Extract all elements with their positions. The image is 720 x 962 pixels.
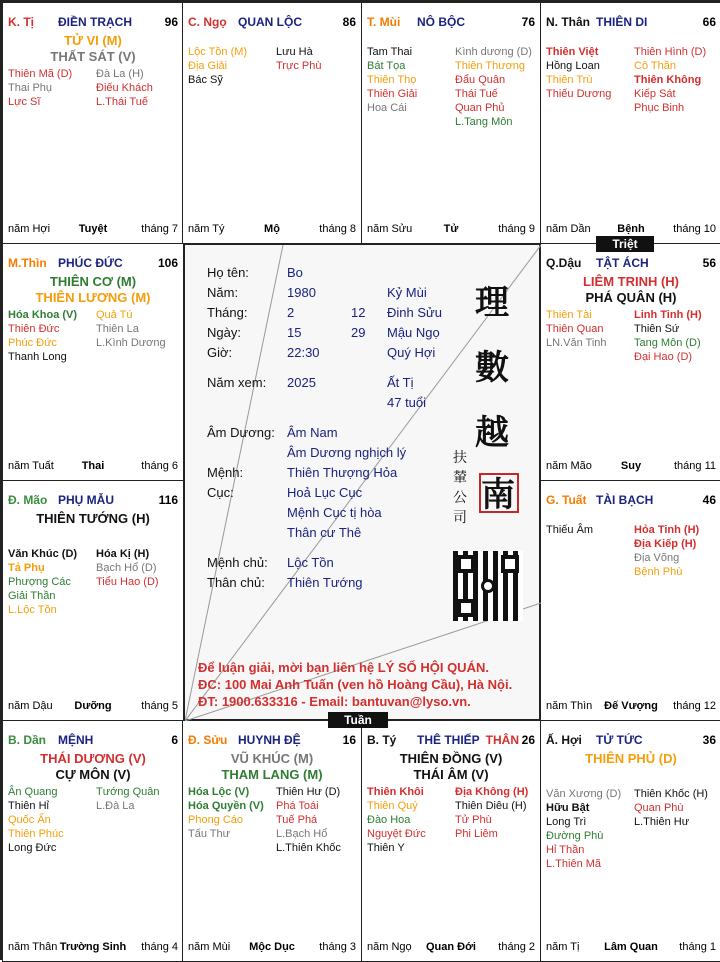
- star-item: Bát Tọa: [367, 60, 406, 72]
- star-item: Hỉ Thần: [546, 844, 585, 856]
- star-item: Thiên Giải: [367, 88, 418, 100]
- star-item: Cô Thần: [634, 60, 676, 72]
- palace-age: 46: [702, 493, 716, 507]
- life-stage: Suy: [620, 460, 642, 472]
- info-canchi: Đinh Sửu: [387, 305, 442, 320]
- branch-label: Đ. Mão: [8, 493, 48, 507]
- star-item: Tam Thai: [367, 46, 413, 58]
- star-item: Kình dương (D): [455, 46, 532, 58]
- palace-footer: [546, 941, 716, 955]
- palace-name: THÊ THIẾP: [417, 733, 480, 747]
- star-item: Bác Sỹ: [188, 74, 223, 86]
- palace-name: MỆNH: [58, 733, 94, 747]
- branch-label: C. Ngọ: [188, 15, 227, 29]
- star-item: Hóa Khoa (V): [8, 309, 78, 321]
- star-item: L.Lộc Tồn: [8, 604, 57, 616]
- star-item: Hỏa Tinh (H): [634, 524, 700, 536]
- info-lunar-value: 29: [351, 325, 366, 340]
- month-label: tháng 3: [319, 941, 356, 953]
- star-item: Tiểu Hao (D): [96, 576, 159, 588]
- life-stage: Bệnh: [617, 223, 645, 235]
- major-star: THÁI ÂM (V): [413, 767, 489, 782]
- year-label: năm Mùi: [188, 941, 231, 953]
- palace-footer: [8, 223, 178, 237]
- star-item: Đà La (H): [96, 68, 144, 80]
- year-label: năm Sửu: [367, 223, 413, 235]
- major-star: LIÊM TRINH (H): [582, 274, 680, 289]
- life-stage: Lâm Quan: [604, 941, 658, 953]
- than-marker: THÂN: [485, 733, 519, 747]
- calligraphy-char: 理: [475, 283, 509, 323]
- palace-header: [546, 256, 716, 272]
- year-label: năm Dậu: [8, 700, 53, 712]
- star-item: Đại Hao (D): [634, 351, 693, 363]
- info-label: Cục:: [207, 485, 234, 500]
- branch-label: B. Dần: [8, 733, 47, 747]
- month-label: tháng 1: [679, 941, 716, 953]
- star-item: Thiên Tài: [546, 309, 592, 321]
- month-label: tháng 9: [498, 223, 535, 235]
- star-item: L.Thái Tuế: [96, 96, 148, 108]
- palace-ngo: [182, 2, 362, 244]
- major-star: THIÊN LƯƠNG (M): [35, 290, 151, 305]
- info-label: Âm Dương:: [207, 425, 275, 440]
- life-stage: Quan Đới: [426, 941, 476, 953]
- info-label: Giờ:: [207, 345, 233, 360]
- star-item: Tấu Thư: [188, 828, 231, 840]
- minor-stars-left: [188, 45, 247, 87]
- palace-tuat: [540, 480, 720, 721]
- star-item: Tử Phù: [455, 814, 492, 826]
- palace-suu: [182, 720, 362, 962]
- life-stage: Tuyệt: [78, 223, 108, 235]
- palace-footer: [367, 941, 535, 955]
- major-stars: [183, 751, 361, 783]
- palace-name: TẬT ÁCH: [596, 256, 649, 270]
- month-label: tháng 7: [141, 223, 178, 235]
- info-value: Thân cư Thê: [287, 525, 362, 540]
- info-label: Tháng:: [207, 305, 248, 320]
- star-item: Thiên La: [96, 323, 139, 335]
- info-value: Mệnh Cục tị hòa: [287, 505, 382, 520]
- major-stars: [541, 751, 720, 767]
- info-label: Mệnh chủ:: [207, 555, 268, 570]
- star-item: L.Đà La: [96, 800, 135, 812]
- star-item: Thai Phụ: [8, 82, 53, 94]
- star-item: Phượng Các: [8, 576, 71, 588]
- star-item: Thiên Việt: [546, 46, 599, 58]
- palace-name: PHỤ MẪU: [58, 493, 114, 507]
- contact-line: ĐC: 100 Mai Anh Tuấn (ven hồ Hoàng Cầu), Hà Nội.: [198, 677, 513, 692]
- branch-label: Ấ. Hợi: [546, 733, 582, 747]
- palace-footer: [546, 223, 716, 237]
- info-canchi: Kỷ Mùi: [387, 285, 427, 300]
- star-item: Hoa Cái: [367, 102, 407, 114]
- palace-age: 26: [521, 733, 535, 747]
- palace-header: [367, 15, 535, 31]
- info-value: 22:30: [287, 345, 320, 360]
- star-item: Tuế Phá: [276, 814, 318, 826]
- star-item: Nguyệt Đức: [367, 828, 426, 840]
- minor-stars-left: [546, 523, 593, 537]
- palace-ty: [2, 2, 184, 244]
- seal-char: 輦: [453, 470, 467, 486]
- month-label: tháng 12: [673, 700, 716, 712]
- month-label: tháng 11: [673, 460, 716, 472]
- major-star: VŨ KHÚC (M): [230, 751, 314, 766]
- info-value: 1980: [287, 285, 316, 300]
- palace-name: HUYNH ĐỆ: [238, 733, 301, 747]
- branch-label: M.Thìn: [8, 256, 47, 270]
- star-item: Thiên Hư (D): [276, 786, 341, 798]
- palace-age: 116: [158, 493, 178, 507]
- minor-stars-right: [276, 785, 341, 855]
- major-star: PHÁ QUÂN (H): [585, 290, 677, 305]
- star-item: Thiên Khốc (H): [634, 788, 708, 800]
- palace-header: [188, 733, 356, 749]
- month-label: tháng 8: [319, 223, 356, 235]
- life-stage: Thai: [81, 460, 105, 472]
- palace-header: [8, 733, 178, 749]
- year-label: năm Thân: [8, 941, 58, 953]
- star-item: L.Thiên Mã: [546, 858, 602, 870]
- star-item: Bạch Hổ (D): [96, 562, 157, 574]
- star-item: Linh Tinh (H): [634, 309, 702, 321]
- major-star: TỬ VI (M): [64, 33, 122, 48]
- info-value: Thiên Thượng Hỏa: [287, 465, 398, 480]
- star-item: Hữu Bật: [546, 802, 590, 814]
- star-item: Trực Phù: [276, 60, 322, 72]
- info-lunar-value: 12: [351, 305, 366, 320]
- center-info-panel: [184, 244, 540, 720]
- minor-stars-right: [455, 785, 528, 841]
- palace-age: 36: [702, 733, 716, 747]
- year-label: năm Thìn: [546, 700, 593, 712]
- palace-name: PHÚC ĐỨC: [58, 256, 123, 270]
- minor-stars-right: [96, 67, 153, 109]
- info-value: Thiên Tướng: [287, 575, 363, 590]
- year-label: năm Dần: [546, 223, 591, 235]
- major-stars: [3, 274, 183, 306]
- minor-stars-right: [96, 308, 166, 350]
- minor-stars-right: [96, 785, 160, 813]
- info-canchi: Ất Tị: [387, 375, 414, 390]
- palace-than: [540, 2, 720, 244]
- star-item: Văn Xương (D): [546, 788, 622, 800]
- minor-stars-left: [8, 785, 64, 855]
- star-item: Thiên Sứ: [634, 323, 680, 335]
- star-item: Thiên Hình (D): [634, 46, 707, 58]
- info-value: Âm Dương nghịch lý: [287, 445, 407, 460]
- palace-footer: [8, 700, 178, 714]
- tuan-marker: Tuần: [328, 712, 388, 728]
- minor-stars-left: [8, 547, 77, 617]
- star-item: Kiếp Sát: [634, 88, 676, 100]
- star-item: Quốc Ấn: [8, 814, 51, 826]
- minor-stars-right: [455, 45, 532, 129]
- info-value: Lộc Tồn: [287, 555, 334, 570]
- seal-char: 扶: [453, 450, 467, 466]
- palace-header: [546, 493, 716, 509]
- star-item: L.Thiên Khốc: [276, 842, 341, 854]
- minor-stars-left: [546, 308, 607, 350]
- info-label: Thân chủ:: [207, 575, 265, 590]
- star-item: Thiên Quan: [546, 323, 604, 335]
- palace-name: THIÊN DI: [596, 15, 648, 29]
- star-item: Thiên Không: [634, 74, 702, 86]
- month-label: tháng 6: [141, 460, 178, 472]
- info-canchi: Mậu Ngọ: [387, 325, 440, 340]
- info-value: 15: [287, 325, 302, 340]
- year-label: năm Tị: [546, 941, 580, 953]
- star-item: Đào Hoa: [367, 814, 411, 826]
- star-item: Lưu Hà: [276, 46, 313, 58]
- palace-header: [546, 733, 716, 749]
- branch-label: T. Mùi: [367, 15, 401, 29]
- major-star: THẤT SÁT (V): [50, 49, 136, 64]
- triet-marker: Triệt: [596, 236, 654, 252]
- branch-label: G. Tuất: [546, 493, 587, 507]
- year-label: năm Mão: [546, 460, 592, 472]
- info-value: 2: [287, 305, 295, 320]
- major-star: THAM LANG (M): [221, 767, 323, 782]
- palace-footer: [188, 941, 356, 955]
- major-stars: [3, 33, 183, 65]
- minor-stars-right: [634, 523, 699, 579]
- star-item: L.Kình Dương: [96, 337, 166, 349]
- month-label: tháng 10: [673, 223, 716, 235]
- major-stars: [3, 511, 183, 527]
- star-item: Phong Cáo: [188, 814, 244, 826]
- star-item: Đường Phù: [546, 830, 604, 842]
- red-seal-icon: [479, 473, 519, 513]
- palace-footer: [367, 223, 535, 237]
- life-stage: Tử: [443, 223, 459, 235]
- palace-age: 16: [342, 733, 356, 747]
- star-item: Thiên Y: [367, 842, 405, 854]
- star-item: Thiên Mã (D): [8, 68, 73, 80]
- minor-stars-right: [634, 787, 708, 829]
- star-item: Thiên Trù: [546, 74, 593, 86]
- life-stage: Trường Sinh: [59, 941, 127, 953]
- branch-label: K. Tị: [8, 15, 34, 29]
- major-star: THIÊN ĐỒNG (V): [399, 751, 503, 766]
- palace-dau: [540, 243, 720, 481]
- info-canchi: 47 tuổi: [387, 395, 427, 410]
- star-item: Thiên Thương: [455, 60, 526, 72]
- major-star: THÁI DƯƠNG (V): [40, 751, 146, 766]
- star-item: Phục Binh: [634, 102, 685, 114]
- contact-line: Để luận giải, mời bạn liên hệ LÝ SỐ HỘI QUÁN.: [198, 660, 489, 675]
- star-item: Địa Võng: [634, 552, 680, 564]
- month-label: tháng 5: [141, 700, 178, 712]
- palace-header: [8, 493, 178, 509]
- star-item: Địa Giải: [188, 60, 228, 72]
- palace-name: TÀI BẠCH: [596, 493, 654, 507]
- palace-header: [8, 15, 178, 31]
- star-item: Đẩu Quân: [455, 74, 506, 86]
- star-item: LN.Văn Tinh: [546, 337, 607, 349]
- palace-header: [8, 256, 178, 272]
- star-item: Địa Kiếp (H): [634, 538, 697, 550]
- palace-name: ĐIỀN TRẠCH: [58, 15, 132, 29]
- palace-age: 106: [157, 256, 178, 270]
- major-stars: [362, 751, 540, 783]
- palace-footer: [8, 460, 178, 474]
- month-label: tháng 2: [498, 941, 535, 953]
- star-item: Hồng Loan: [546, 60, 600, 72]
- qr-code-icon: [453, 551, 523, 621]
- star-item: Thiếu Dương: [546, 88, 612, 100]
- star-item: Quan Phủ: [455, 102, 505, 114]
- branch-label: B. Tý: [367, 733, 397, 747]
- calligraphy-char: 數: [475, 348, 509, 388]
- major-stars: [541, 274, 720, 306]
- life-stage: Đế Vượng: [604, 700, 658, 712]
- info-label: Họ tên:: [207, 265, 249, 280]
- star-item: Thiên Phúc: [8, 828, 64, 840]
- contact-line: ĐT: 1900.633316 - Email: bantuvan@lyso.vn.: [198, 694, 471, 709]
- seal-char: 司: [453, 510, 467, 526]
- branch-label: Q.Dậu: [546, 256, 582, 270]
- major-star: THIÊN PHỦ (D): [585, 751, 677, 766]
- year-label: năm Hợi: [8, 223, 51, 235]
- seal-char: 公: [453, 490, 467, 506]
- major-stars: [3, 751, 183, 783]
- info-canchi: Quý Hợi: [387, 345, 436, 360]
- major-star: CỰ MÔN (V): [55, 767, 131, 782]
- info-label: Ngày:: [207, 325, 241, 340]
- minor-stars-left: [546, 787, 621, 871]
- life-stage: Mộ: [264, 223, 280, 235]
- star-item: Lực Sĩ: [8, 96, 41, 108]
- minor-stars-left: [367, 45, 417, 115]
- palace-header: [546, 15, 716, 31]
- info-value: Hoả Lục Cục: [287, 485, 363, 500]
- star-item: Thiên Đức: [8, 323, 60, 335]
- star-item: L.Bạch Hổ: [276, 828, 328, 840]
- palace-age: 76: [521, 15, 535, 29]
- life-stage: Mộc Dục: [249, 941, 295, 953]
- star-item: Hóa Kị (H): [96, 548, 150, 560]
- palace-mui: [361, 2, 541, 244]
- month-label: tháng 4: [141, 941, 178, 953]
- palace-age: 86: [342, 15, 356, 29]
- star-item: Long Trì: [546, 816, 587, 828]
- star-item: Giải Thần: [8, 590, 56, 602]
- star-item: Thiếu Âm: [546, 524, 594, 536]
- star-item: L.Thiên Hư: [634, 816, 690, 828]
- info-label: Năm xem:: [207, 375, 267, 390]
- palace-hoi: [540, 720, 720, 962]
- info-value: Bo: [287, 265, 303, 280]
- palace-age: 56: [702, 256, 716, 270]
- star-item: Địa Không (H): [455, 786, 529, 798]
- star-item: Văn Khúc (D): [8, 548, 78, 560]
- palace-header: [188, 15, 356, 31]
- calligraphy-char: 南: [481, 475, 515, 515]
- palace-name: QUAN LỘC: [238, 15, 302, 29]
- star-item: Thiên Khôi: [367, 786, 424, 798]
- palace-footer: [188, 223, 356, 237]
- star-item: Thiên Hỉ: [8, 800, 49, 812]
- star-item: Phi Liêm: [455, 828, 498, 840]
- palace-age: 66: [702, 15, 716, 29]
- palace-name: NÔ BỘC: [417, 15, 465, 29]
- star-item: Hóa Lộc (V): [188, 786, 250, 798]
- minor-stars-left: [8, 67, 72, 109]
- info-value: 2025: [287, 375, 316, 390]
- star-item: Thiên Diêu (H): [455, 800, 527, 812]
- minor-stars-right: [276, 45, 321, 73]
- palace-header: [367, 733, 535, 749]
- branch-label: Đ. Sửu: [188, 733, 228, 747]
- minor-stars-left: [546, 45, 611, 101]
- star-item: Điếu Khách: [96, 82, 153, 94]
- star-item: Tả Phụ: [8, 562, 45, 574]
- branch-label: N. Thân: [546, 15, 590, 29]
- star-item: Quan Phù: [634, 802, 684, 814]
- year-label: năm Ngọ: [367, 941, 412, 953]
- minor-stars-left: [8, 308, 77, 364]
- star-item: Bệnh Phù: [634, 566, 683, 578]
- info-label: Mệnh:: [207, 465, 244, 480]
- palace-thin: [2, 243, 184, 481]
- info-value: Âm Nam: [287, 425, 338, 440]
- palace-ty2: [361, 720, 541, 962]
- palace-age: 96: [164, 15, 178, 29]
- star-item: Hóa Quyền (V): [188, 800, 264, 812]
- star-item: Thái Tuế: [455, 88, 498, 100]
- calligraphy-char: 越: [475, 413, 509, 453]
- minor-stars-right: [634, 45, 706, 115]
- minor-stars-right: [634, 308, 702, 364]
- minor-stars-left: [367, 785, 426, 855]
- major-star: THIÊN CƠ (M): [49, 274, 137, 289]
- year-label: năm Tý: [188, 223, 225, 235]
- palace-name: TỬ TỨC: [596, 733, 643, 747]
- palace-footer: [8, 941, 178, 955]
- palace-dan: [2, 720, 184, 962]
- star-item: Phá Toái: [276, 800, 319, 812]
- life-stage: Dưỡng: [74, 700, 112, 712]
- minor-stars-left: [188, 785, 264, 841]
- palace-mao: [2, 480, 184, 721]
- star-item: Thiên Quý: [367, 800, 418, 812]
- year-label: năm Tuất: [8, 460, 54, 472]
- star-item: L.Tang Môn: [455, 116, 513, 128]
- star-item: Phúc Đức: [8, 337, 57, 349]
- star-item: Thiên Thọ: [367, 74, 417, 86]
- star-item: Thanh Long: [8, 351, 67, 363]
- palace-footer: [546, 460, 716, 474]
- star-item: Lộc Tồn (M): [188, 46, 248, 58]
- star-item: Tang Môn (D): [634, 337, 701, 349]
- star-item: Tướng Quân: [96, 786, 160, 798]
- star-item: Long Đức: [8, 842, 57, 854]
- minor-stars-right: [96, 547, 159, 589]
- major-star: THIÊN TƯỚNG (H): [36, 511, 150, 526]
- star-item: Quả Tú: [96, 309, 133, 321]
- info-label: Năm:: [207, 285, 239, 300]
- palace-footer: [546, 700, 716, 714]
- palace-age: 6: [171, 733, 178, 747]
- star-item: Ân Quang: [8, 786, 58, 798]
